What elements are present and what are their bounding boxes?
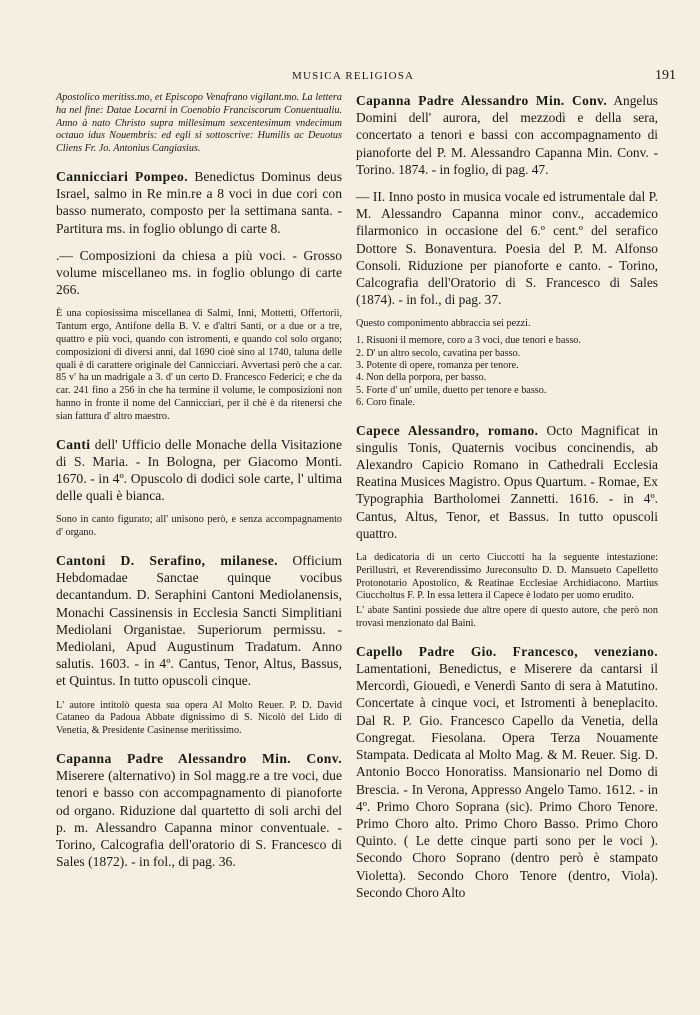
page-number: 191	[655, 68, 676, 83]
entry-capece	[356, 422, 658, 542]
entry-capanna-angelus	[356, 92, 658, 178]
note-canti: Sono in canto figurato; all' unisono però, e senza accompagnamento d' organo.	[56, 514, 342, 539]
entry-body: Lamentationi, Benedictus, e Miserere da cantarsi il Mercordì, Giouedì, e Venerdì Santo di sera à Matutino. Concertate à cinque voci, et Istromenti à beneplacito. Dal R. P. Gio. Francesco Capello da Venetia, della Congregat. Fiesolana. Opera Terza Nouamente Stampata. Dedicata al Molto Mag. & M. Reuer. Sig. D. Antonio Bocco Honoratiss. Mansionario nel Domo di Brescia. - In Verona, Appresso Angelo Tamo. 1612. - in 4º. Primo Choro Soprana (sic). Primo Choro Tenore. Primo Choro alto. Primo Choro Basso. Primo Choro Quinto. ( Le dette cinque parti sono per le voci ). Secondo Choro Soprano (dentro però è stampato Violetta). Secondo Choro Tenore (dentro, Viola). Secondo Choro Alto	[356, 661, 658, 900]
note-composizioni: È una copiosissima miscellanea di Salmi, Inni, Mottetti, Offertorii, Tantum ergo, Antifone della B. V. e d'altri Santi, or a due or a tre, quattro e più voci, quando con istromenti, e quando col solo organo; composizioni di diversi anni, dal 1690 cioè sino al 1740, taluna delle quali è di carattere originale del Cannicciari. Avvertasi però che a car. 85 v' ha un madrigale a 3. d' un certo D. Francesco Federici; e che da car. 241 fino a 256 in che ha termine il volume, le composizioni non hanno in fronte il nome del Cannicciari, per il chè è da ritenersi che sian fattura d' altro maestro.	[56, 308, 342, 422]
entry-cannicciari	[56, 168, 342, 237]
entry-heading: Capanna Padre Alessandro Min. Conv.	[356, 93, 608, 108]
running-head-title: MUSICA RELIGIOSA	[292, 70, 415, 82]
entry-capanna-miserere	[56, 750, 342, 870]
list-item: 2. D' un altro secolo, cavatina per basso.	[356, 347, 521, 359]
note-cantoni: L' autore intitolò questa sua opera Al Molto Reuer. P. D. David Cataneo da Padoua Abbate dignissimo di S. Nicolò del Lido di Venetia, & Presidente Casinense meritissimo.	[56, 699, 342, 737]
entry-capello	[356, 643, 658, 901]
right-column	[356, 92, 658, 911]
entry-cantoni	[56, 552, 342, 690]
entry-heading: Capello Padre Gio. Francesco, veneziano.	[356, 643, 658, 659]
left-column	[56, 92, 342, 880]
entry-body: Angelus Domini dell' aurora, del mezzodì e della sera, concertato a tenori e bassi con accompagnamento di pianoforte del P. M. Alessandro Capanna Min. Conv. - Torino. 1874. - in foglio, di pag. 47.	[356, 93, 659, 177]
list-item: 6. Coro finale.	[356, 397, 415, 409]
entry-heading: Capanna Padre Alessandro Min. Conv.	[56, 751, 342, 766]
entry-heading: Cantoni D. Serafino, milanese.	[56, 552, 278, 568]
list-item: 4. Non della porpora, per basso.	[356, 372, 487, 384]
entry-body: Benedictus Dominus deus Israel, salmo in Re min.re a 8 voci in due cori con basso numerato, composto per la settimana santa. - Partitura ms. in foglio oblungo di carte 8.	[56, 168, 342, 236]
entry-heading: Capece Alessandro, romano.	[356, 422, 539, 438]
entry-body: Miserere (alternativo) in Sol magg.re a tre voci, due tenori e basso con accompagnamento di pianoforte od organo. Riduzione dal quartetto di soli archi del p. m. Alessandro Capanna minor conventuale. - Torino, Calcografia dell'oratorio di S. Francesco di Sales (1872). - in fol., di pag. 36.	[56, 768, 342, 870]
note-capece-santini: L' abate Santini possiede due altre opere di questo autore, che però non trovasi menzionato dal Baini.	[356, 605, 658, 630]
running-head	[0, 68, 700, 88]
entry-heading: Canti	[56, 436, 91, 452]
note-capece-dedication: La dedicatoria di un certo Ciuccotti ha la seguente intestazione: Perillustri, et Reverendissimo Jureconsulto D. D. Mansueto Capelletto Protonotario Apostolico, & Reatinae Ecclesiae Archidiacono. Martius Ciuccholtus F. P. In essa lettera il Capece è lodato per uomo erudito.	[356, 552, 658, 602]
intro-note: Apostolico meritiss.mo, et Episcopo Venafrano vigilant.mo. La lettera ha nel fine: Datae Locarni in Coenobio Franciscorum Conuentualiu. Anno à nato Christo supra millesimum sexcentesimum vndecimum octauo idus Nouembris: ed egli si sottoscrive: Humilis ac Deuotus Cliens Fr. Jo. Antonius Cangiasius.	[56, 92, 342, 155]
entry-canti	[56, 436, 342, 505]
list-item: 5. Forte d' un' umile, duetto per tenore e basso.	[356, 384, 547, 396]
pieces-list	[356, 335, 658, 409]
list-item: 1. Risuoni il memore, coro a 3 voci, due tenori e basso.	[356, 335, 581, 347]
entry-body: Officium Hebdomadae Sanctae quinque vocibus decantandum. D. Seraphini Cantoni Mediolanensis, Monachi Cassinensis in Ecclesia Sancti Simplitiani Mediolani Organistae. Superiorum permissu. - Mediolani, Apud Augustinum Tradatum. Anno salutis. 1603. - in 4º. Cantus, Tenor, Altus, Bassus, et Quintus. In tutto opuscoli cinque.	[56, 552, 342, 689]
note-inno: Questo componimento abbraccia sei pezzi.	[356, 318, 531, 330]
entry-heading: Cannicciari Pompeo.	[56, 168, 189, 184]
entry-inno: — II. Inno posto in musica vocale ed istrumentale dal P. M. Alessandro Capanna minor conv., accademico filarmonico in occasione del 6.º cent.º del serafico Dottore S. Bonaventura. Poesia del P. M. Alfonso Consoli. Riduzione per pianoforte e canto. - Torino, Calcografia dell'Oratorio di S. Francesco di Sales (1874). - in fol., di pag. 37.	[356, 189, 658, 308]
list-item: 3. Potente di opere, romanza per tenore.	[356, 360, 519, 372]
entry-body: dell' Ufficio delle Monache della Visitazione di S. Maria. - In Bologna, per Giacomo Monti. 1670. - in 4º. Opuscolo di dodici sole carte, l' ultima delle quali è bianca.	[56, 436, 342, 504]
entry-body: Octo Magnificat in singulis Tonis, Quaternis vocibus concinendis, ab Alexandro Capicio Romano in Cathedrali Ecclesia Reatina Musices Magistro. Opus Quartum. - Romae, Ex Typographia Bartholomei Zannetti. 1616. - in 4º. Cantus, Altus, Tenor, et Bassus. In tutto opuscoli quattro.	[356, 422, 659, 541]
entry-composizioni: .— Composizioni da chiesa a più voci. - Grosso volume miscellaneo ms. in foglio oblungo di carte 266.	[56, 247, 342, 298]
